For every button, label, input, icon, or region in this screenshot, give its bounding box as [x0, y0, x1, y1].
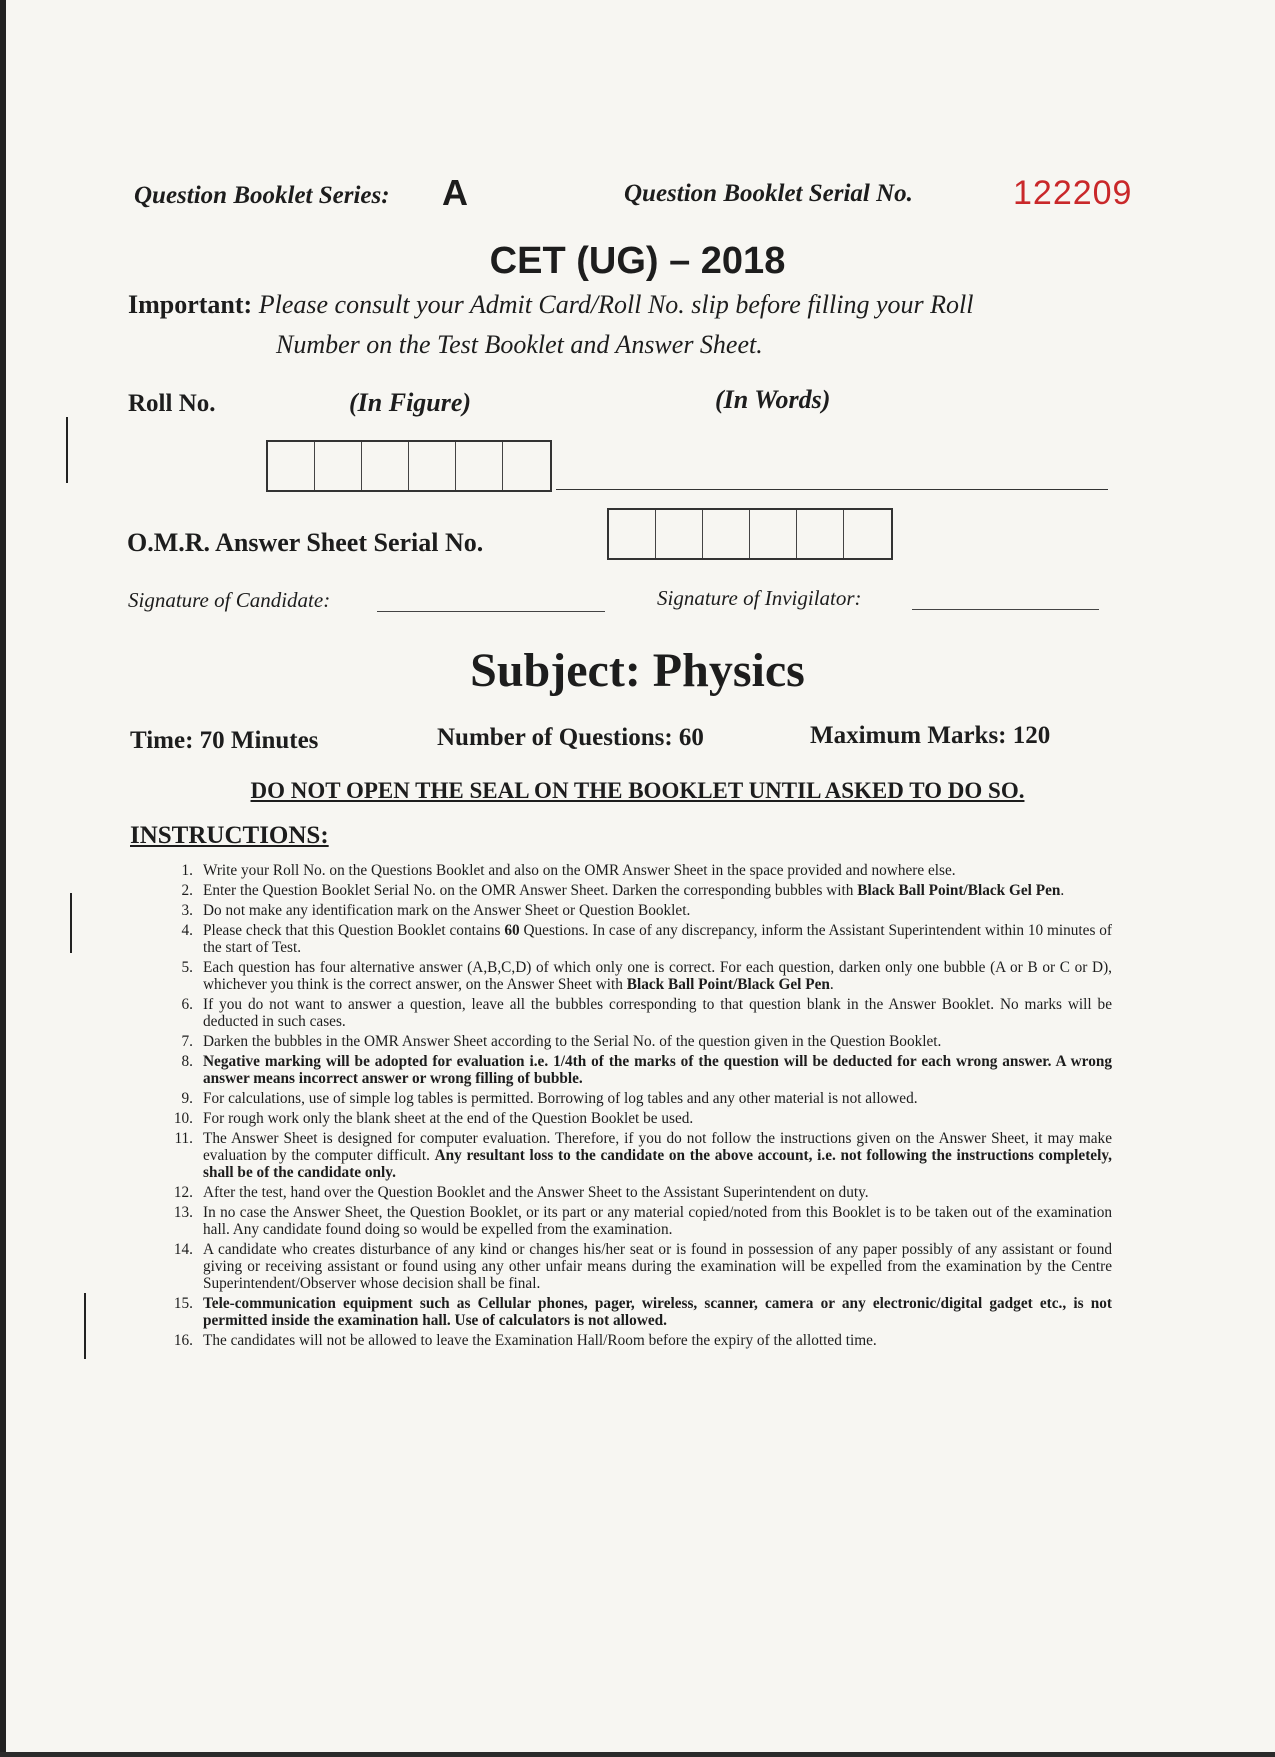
instruction-tail-text: Questions. In case of any discrepancy, inform the Assistant Superintendent within 10 minutes of the start of Test.	[203, 922, 1112, 956]
omr-digit-box[interactable]	[844, 510, 891, 558]
instruction-item	[165, 1053, 1112, 1087]
serial-label: Question Booklet Serial No.	[624, 180, 913, 207]
instruction-bold-text: Tele-communication equipment such as Cellular phones, pager, wireless, scanner, camera or any electronic/digital gadget etc., is not permitted inside the examination hall. Use of calculators is not allowed.	[203, 1295, 1112, 1329]
roll-number-boxes[interactable]	[266, 440, 552, 492]
instruction-number: 15.	[173, 1295, 193, 1312]
omr-digit-box[interactable]	[656, 510, 703, 558]
instruction-bold-text: Any resultant loss to the candidate on the above account, i.e. not following the instructions completely, shall be of the candidate only.	[203, 1147, 1112, 1181]
instruction-bold-text: 60	[504, 922, 520, 939]
important-line2: Number on the Test Booklet and Answer Sheet.	[276, 330, 763, 359]
important-notice	[128, 285, 1128, 365]
instruction-item	[165, 1184, 1112, 1201]
instruction-number: 5.	[181, 959, 193, 976]
instruction-text: Darken the bubbles in the OMR Answer Sheet according to the Serial No. of the question given in the Question Booklet.	[203, 1033, 942, 1050]
time-info: Time: 70 Minutes	[130, 727, 319, 754]
instruction-bold-text: Black Ball Point/Black Gel Pen	[857, 882, 1061, 899]
instruction-number: 2.	[181, 882, 193, 899]
omr-serial-boxes[interactable]	[607, 508, 893, 560]
instruction-text: The Answer Sheet is designed for computer evaluation. Therefore, if you do not follow the instructions given on the Answer Sheet, it may make evaluation by the computer difficult.	[203, 1130, 1112, 1164]
instruction-text: After the test, hand over the Question Booklet and the Answer Sheet to the Assistant Superintendent on duty.	[203, 1184, 869, 1201]
instruction-item	[165, 1033, 1112, 1050]
instruction-item	[165, 1090, 1112, 1107]
instruction-text: For rough work only the blank sheet at the end of the Question Booklet be used.	[203, 1110, 694, 1127]
instruction-text: Please check that this Question Booklet contains	[203, 922, 505, 939]
instruction-item	[165, 1241, 1112, 1292]
instruction-number: 4.	[181, 922, 193, 939]
instruction-item	[165, 922, 1112, 956]
instruction-text: For calculations, use of simple log tables is permitted. Borrowing of log tables and any other material is not allowed.	[203, 1090, 918, 1107]
instruction-item	[165, 1130, 1112, 1181]
instruction-tail-text: .	[829, 976, 834, 993]
roll-in-words-line[interactable]	[556, 489, 1108, 490]
series-label: Question Booklet Series:	[134, 182, 390, 209]
omr-digit-box[interactable]	[750, 510, 797, 558]
instruction-tail-text: .	[1060, 882, 1065, 899]
roll-digit-box[interactable]	[409, 442, 456, 490]
instruction-text: Enter the Question Booklet Serial No. on the OMR Answer Sheet. Darken the corresponding bubbles with	[203, 882, 858, 899]
important-line1: Please consult your Admit Card/Roll No. slip before filling your Roll	[258, 290, 974, 319]
series-value: A	[442, 172, 468, 213]
instruction-text: If you do not want to answer a question, leave all the bubbles corresponding to that question blank in the Answer Booklet. No marks will be deducted in such cases.	[203, 996, 1112, 1030]
roll-digit-box[interactable]	[456, 442, 503, 490]
instruction-bold-text: Negative marking will be adopted for evaluation i.e. 1/4th of the marks of the question will be deducted for each wrong answer. A wrong answer means incorrect answer or wrong filling of bubble.	[203, 1053, 1112, 1087]
instruction-bold-text: Black Ball Point/Black Gel Pen	[626, 976, 830, 993]
instruction-number: 12.	[173, 1184, 193, 1201]
invigilator-signature-line[interactable]	[912, 609, 1099, 610]
instruction-text: Do not make any identification mark on the Answer Sheet or Question Booklet.	[203, 902, 691, 919]
in-words-label: (In Words)	[715, 385, 831, 414]
instruction-number: 14.	[173, 1241, 193, 1258]
instruction-number: 10.	[173, 1110, 193, 1127]
seal-warning: DO NOT OPEN THE SEAL ON THE BOOKLET UNTIL ASKED TO DO SO.	[250, 778, 1025, 803]
instruction-text: A candidate who creates disturbance of any kind or changes his/her seat or is found in possession of any paper possibly of any assistant or found giving or receiving assistant or found using any other unfair means during the examination will be expelled from the examination by the Centre Superintendent/Observer whose decision shall be final.	[203, 1241, 1112, 1292]
instruction-number: 8.	[181, 1053, 193, 1070]
questions-info: Number of Questions: 60	[437, 724, 704, 751]
invigilator-signature-label: Signature of Invigilator:	[657, 586, 862, 610]
instruction-text: Write your Roll No. on the Questions Booklet and also on the OMR Answer Sheet in the space provided and nowhere else.	[203, 862, 956, 879]
instruction-number: 6.	[181, 996, 193, 1013]
instruction-item	[165, 1295, 1112, 1329]
instruction-number: 16.	[173, 1332, 193, 1349]
roll-digit-box[interactable]	[362, 442, 409, 490]
candidate-signature-line[interactable]	[377, 611, 605, 612]
scan-edge-bottom	[0, 1752, 1275, 1757]
omr-digit-box[interactable]	[703, 510, 750, 558]
instruction-item	[165, 1204, 1112, 1238]
instructions-list	[165, 862, 1112, 1352]
serial-number: 122209	[1013, 174, 1133, 212]
subject-title: Subject: Physics	[470, 644, 805, 697]
instructions-heading: INSTRUCTIONS:	[130, 822, 329, 849]
instruction-item	[165, 1110, 1112, 1127]
margin-mark	[66, 417, 68, 483]
margin-mark	[84, 1293, 86, 1359]
instruction-number: 7.	[181, 1033, 193, 1050]
instruction-item	[165, 959, 1112, 993]
exam-title: CET (UG) – 2018	[489, 240, 786, 282]
roll-digit-box[interactable]	[503, 442, 550, 490]
instruction-item	[165, 882, 1112, 899]
roll-no-label: Roll No.	[128, 390, 216, 417]
in-figure-label: (In Figure)	[349, 388, 472, 417]
instruction-text: Each question has four alternative answer (A,B,C,D) of which only one is correct. For each question, darken only one bubble (A or B or C or D), whichever you think is the correct answer, on the Answer Sheet with	[203, 959, 1112, 993]
instruction-text: In no case the Answer Sheet, the Question Booklet, or its part or any material copied/noted from this Booklet is to be taken out of the examination hall. Any candidate found doing so would be expelled from the examination.	[203, 1204, 1112, 1238]
margin-mark	[70, 893, 72, 953]
omr-digit-box[interactable]	[609, 510, 656, 558]
omr-serial-label: O.M.R. Answer Sheet Serial No.	[127, 528, 484, 557]
roll-digit-box[interactable]	[315, 442, 362, 490]
instruction-number: 11.	[174, 1130, 193, 1147]
max-marks-info: Maximum Marks: 120	[810, 722, 1051, 749]
candidate-signature-label: Signature of Candidate:	[128, 588, 331, 612]
instruction-text: The candidates will not be allowed to leave the Examination Hall/Room before the expiry of the allotted time.	[203, 1332, 877, 1349]
instruction-number: 1.	[181, 862, 193, 879]
omr-digit-box[interactable]	[797, 510, 844, 558]
instruction-item	[165, 996, 1112, 1030]
roll-digit-box[interactable]	[268, 442, 315, 490]
important-label: Important:	[128, 290, 253, 319]
instruction-item	[165, 862, 1112, 879]
instruction-number: 3.	[181, 902, 193, 919]
instruction-item	[165, 1332, 1112, 1349]
instruction-number: 13.	[173, 1204, 193, 1221]
instruction-number: 9.	[181, 1090, 193, 1107]
instruction-item	[165, 902, 1112, 919]
